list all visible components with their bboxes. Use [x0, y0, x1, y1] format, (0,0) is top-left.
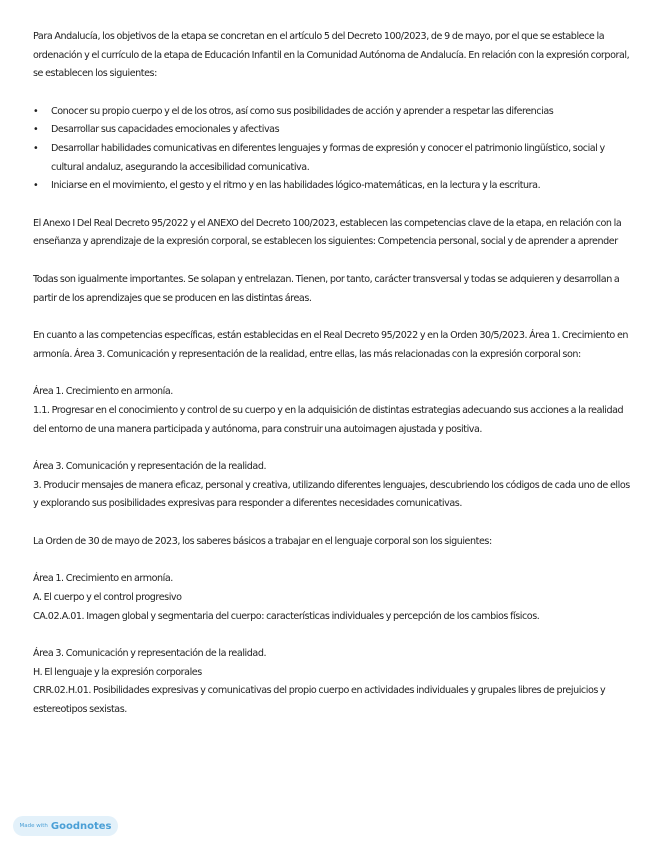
objectives-list [33, 103, 631, 196]
list-item: • Conocer su propio cuerpo y el de los otros, así como sus posibilidades de acción y aprender a respetar las diferencias [33, 105, 554, 117]
saber3-area-title: Área 3. Comunicación y representación de la realidad. [33, 648, 267, 660]
saber-area3 [33, 645, 631, 719]
goodnotes-badge [13, 816, 118, 836]
specific-competences-paragraph: En cuanto a las competencias específicas, están establecidas en el Real Decreto 95/2022 y en la Orden 30/5/2023. Área 1. Crecimiento en armonía. Área 3. Comunicación y representación de la realidad, entre ellas, las más relacionadas con la expresión corporal son: [33, 330, 629, 360]
area1-competence [33, 383, 631, 439]
saber3-block-title: H. El lenguaje y la expresión corporales [33, 666, 202, 678]
area3-title: Área 3. Comunicación y representación de la realidad. [33, 461, 267, 473]
order-paragraph: La Orden de 30 de mayo de 2023, los saberes básicos a trabajar en el lenguaje corporal son los siguientes: [33, 535, 492, 547]
list-item: • Desarrollar sus capacidades emocionales y afectivas [33, 124, 280, 136]
saber1-item: CA.02.A.01. Imagen global y segmentaria del cuerpo: características individuales y percepción de los cambios físicos. [33, 610, 540, 622]
list-item: • Desarrollar habilidades comunicativas en diferentes lenguajes y formas de expresión y conocer el patrimonio lingüístico, social y cultural andaluz, asegurando la accesibilidad comunicativa. [33, 142, 605, 173]
annex-paragraph: El Anexo I Del Real Decreto 95/2022 y el ANEXO del Decreto 100/2023, establecen las competencias clave de la etapa, en relación con la enseñanza y aprendizaje de la expresión corporal, se establecen los siguientes: Competencia personal, social y de aprender a aprender [33, 217, 622, 248]
area1-title: Área 1. Crecimiento en armonía. [33, 386, 173, 398]
list-item: • Iniciarse en el movimiento, el gesto y el ritmo y en las habilidades lógico-matemáticas, en la lectura y la escritura. [33, 180, 541, 192]
saber1-block-title: A. El cuerpo y el control progresivo [33, 592, 182, 604]
saber3-item: CRR.02.H.01. Posibilidades expresivas y comunicativas del propio cuerpo en actividades individuales y grupales libres de prejuicios y estereotipos sexistas. [33, 685, 606, 716]
area3-competence [33, 458, 631, 514]
made-with-label: Made with [19, 823, 48, 829]
saber1-area-title: Área 1. Crecimiento en armonía. [33, 573, 173, 585]
document-body [33, 28, 631, 739]
transversal-paragraph: Todas son igualmente importantes. Se solapan y entrelazan. Tienen, por tanto, carácter transversal y todas se adquieren y desarrollan a partir de los aprendizajes que se producen en las distintas áreas. [33, 273, 620, 304]
intro-paragraph: Para Andalucía, los objetivos de la etapa se concretan en el artículo 5 del Decreto 100/2023, de 9 de mayo, por el que se establece la ordenación y el currículo de la etapa de Educación Infantil en la Comunidad Autónoma de Andalucía. En relación con la expresión corporal, se establecen los siguientes: [33, 31, 630, 80]
area3-text: 3. Producir mensajes de manera eficaz, personal y creativa, utilizando diferentes lenguajes, descubriendo los códigos de cada uno de ellos y explorando sus posibilidades expresivas para responder a diferentes necesidades comunicativas. [33, 479, 630, 510]
goodnotes-logo: Goodnotes [50, 820, 112, 832]
area1-text: 1.1. Progresar en el conocimiento y control de su cuerpo y en la adquisición de distintas estrategias adecuando sus acciones a la realidad del entorno de una manera participada y autónoma, para construir una autoimagen ajustada y positiva. [33, 404, 624, 435]
saber-area1 [33, 570, 631, 626]
